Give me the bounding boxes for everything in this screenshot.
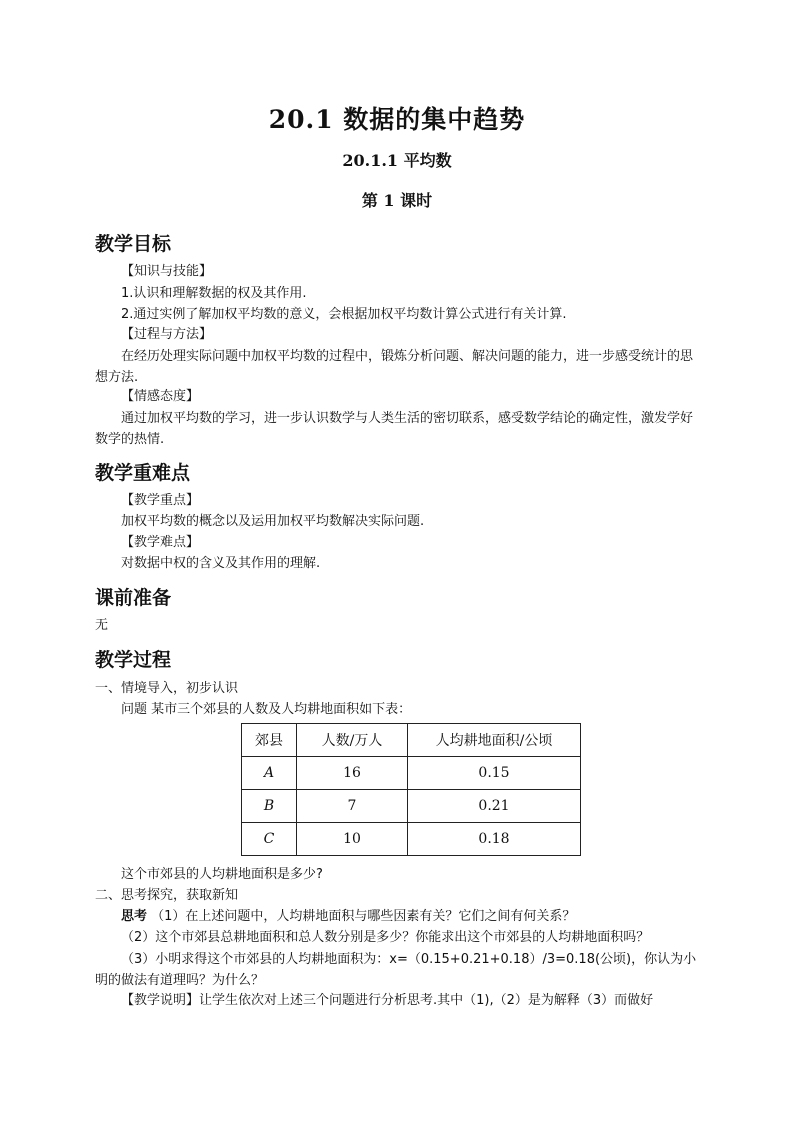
table-row bbox=[242, 757, 581, 790]
focus-tag: 【教学重点】 bbox=[121, 493, 200, 508]
question-after-table: 这个市郊县的人均耕地面积是多少? bbox=[121, 867, 323, 882]
page-title: 20.1 数据的集中趋势 bbox=[268, 105, 526, 134]
heading-key-points: 教学重难点 bbox=[95, 462, 191, 484]
table-header: 人均耕地面积/公顷 bbox=[408, 724, 581, 757]
heading-prep: 课前准备 bbox=[95, 587, 172, 609]
table-cell: 0.21 bbox=[408, 790, 581, 823]
attitude-text: 通过加权平均数的学习，进一步认识数学与人类生活的密切联系，感受数学结论的确定性，激发学好数学的热情. bbox=[95, 411, 694, 447]
knowledge-tag: 【知识与技能】 bbox=[121, 264, 213, 279]
process-text: 在经历处理实际问题中加权平均数的过程中，锻炼分析问题、解决问题的能力，进一步感受统计的思想方法. bbox=[95, 349, 694, 385]
think-question-3: （3）小明求得这个市郊县的人均耕地面积为：x=（0.15+0.21+0.18）/3=0.18(公顷)，你认为小明的做法有道理吗？为什么？ bbox=[95, 952, 697, 988]
table-header: 郊县 bbox=[242, 724, 297, 757]
lesson-label: 第 1 课时 bbox=[361, 191, 433, 210]
think-label: 思考 bbox=[121, 909, 148, 924]
heading-process: 教学过程 bbox=[95, 649, 172, 671]
table-header: 人数/万人 bbox=[297, 724, 408, 757]
table-cell: 7 bbox=[297, 790, 408, 823]
data-table bbox=[241, 723, 581, 856]
process-tag: 【过程与方法】 bbox=[121, 327, 213, 342]
section-subtitle: 20.1.1 平均数 bbox=[342, 151, 452, 170]
think-line-1 bbox=[121, 907, 575, 927]
think-question-2: （2）这个市郊县总耕地面积和总人数分别是多少？你能求出这个市郊县的人均耕地面积吗？ bbox=[121, 930, 650, 945]
step-1: 一、情境导入，初步认识 bbox=[95, 681, 239, 696]
note-line bbox=[121, 991, 653, 1011]
table-cell: B bbox=[242, 790, 297, 823]
table-row bbox=[242, 823, 581, 856]
step-2: 二、思考探究，获取新知 bbox=[95, 888, 239, 903]
think-question-1: （1）在上述问题中，人均耕地面积与哪些因素有关？它们之间有何关系？ bbox=[151, 909, 576, 924]
table-cell: 10 bbox=[297, 823, 408, 856]
prep-text: 无 bbox=[95, 618, 109, 633]
knowledge-item-2: 2.通过实例了解加权平均数的意义，会根据加权平均数计算公式进行有关计算. bbox=[121, 307, 567, 322]
table-cell: 0.15 bbox=[408, 757, 581, 790]
table-cell: 0.18 bbox=[408, 823, 581, 856]
knowledge-item-1: 1.认识和理解数据的权及其作用. bbox=[121, 286, 307, 301]
attitude-tag: 【情感态度】 bbox=[121, 389, 200, 404]
focus-text: 加权平均数的概念以及运用加权平均数解决实际问题. bbox=[121, 514, 425, 529]
note-text: 让学生依次对上述三个问题进行分析思考.其中（1),（2）是为解释（3）而做好 bbox=[199, 993, 654, 1008]
table-cell: A bbox=[242, 757, 297, 790]
difficulty-tag: 【教学难点】 bbox=[121, 535, 200, 550]
problem-text: 问题 某市三个郊县的人数及人均耕地面积如下表： bbox=[121, 702, 412, 717]
table-row bbox=[242, 790, 581, 823]
table-cell: C bbox=[242, 823, 297, 856]
note-tag: 【教学说明】 bbox=[121, 993, 200, 1008]
table-cell: 16 bbox=[297, 757, 408, 790]
table-header-row bbox=[242, 724, 581, 757]
difficulty-text: 对数据中权的含义及其作用的理解. bbox=[121, 556, 321, 571]
heading-goals: 教学目标 bbox=[95, 233, 172, 255]
